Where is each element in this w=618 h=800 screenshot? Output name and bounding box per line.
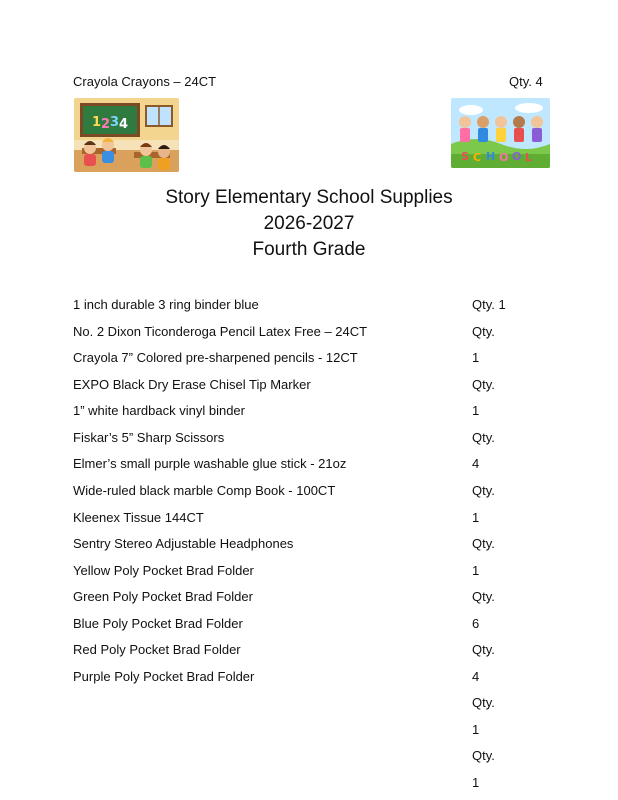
- grade-level: Fourth Grade: [252, 239, 366, 260]
- supply-item: Red Poly Pocket Brad Folder: [73, 642, 241, 657]
- supply-item: Green Poly Pocket Brad Folder: [73, 589, 253, 604]
- quantity-text: Qty.: [472, 324, 495, 339]
- supply-item: Wide-ruled black marble Comp Book - 100CT: [73, 483, 336, 498]
- svg-text:1: 1: [92, 115, 102, 130]
- supply-item: Sentry Stereo Adjustable Headphones: [73, 536, 294, 551]
- header-left-item: Crayola Crayons – 24CT: [73, 74, 217, 89]
- supply-item: Kleenex Tissue 144CT: [73, 510, 204, 525]
- supply-item: Crayola 7” Colored pre-sharpened pencils - 12CT: [73, 350, 358, 365]
- quantity-text: Qty.: [472, 430, 495, 445]
- supply-item: 1 inch durable 3 ring binder blue: [73, 297, 259, 312]
- classroom-kids-image: [74, 98, 179, 172]
- quantity-text: 4: [472, 669, 480, 684]
- quantity-text: Qty.: [472, 536, 495, 551]
- school-year: 2026-2027: [263, 213, 355, 234]
- quantity-text: Qty.: [472, 377, 495, 392]
- supply-item: No. 2 Dixon Ticonderoga Pencil Latex Free – 24CT: [73, 324, 368, 339]
- header-right-quantity: Qty. 4: [509, 74, 543, 89]
- quantity-text: 1: [472, 722, 480, 737]
- svg-text:3: 3: [110, 115, 120, 130]
- supply-item: Blue Poly Pocket Brad Folder: [73, 616, 243, 631]
- page-title: Story Elementary School Supplies: [165, 187, 453, 208]
- supply-item: Elmer’s small purple washable glue stick - 21oz: [73, 456, 347, 471]
- supply-item: Fiskar’s 5” Sharp Scissors: [73, 430, 225, 445]
- supply-item: 1” white hardback vinyl binder: [73, 403, 245, 418]
- quantity-text: 1: [472, 350, 480, 365]
- quantity-text: 6: [472, 616, 480, 631]
- svg-text:O: O: [512, 150, 522, 163]
- quantity-text: 1: [472, 775, 480, 790]
- svg-text:H: H: [486, 150, 496, 163]
- svg-text:4: 4: [119, 117, 129, 132]
- quantity-text: Qty. 1: [472, 297, 506, 312]
- supply-item: EXPO Black Dry Erase Chisel Tip Marker: [73, 377, 311, 392]
- svg-text:O: O: [499, 151, 509, 164]
- quantity-text: Qty.: [472, 483, 495, 498]
- quantity-text: 1: [472, 403, 480, 418]
- svg-text:C: C: [473, 151, 482, 164]
- quantity-text: 1: [472, 510, 480, 525]
- quantity-text: Qty.: [472, 589, 495, 604]
- svg-text:2: 2: [101, 117, 111, 132]
- supply-item: Purple Poly Pocket Brad Folder: [73, 669, 255, 684]
- quantity-text: Qty.: [472, 695, 495, 710]
- svg-text:S: S: [461, 150, 469, 163]
- school-kids-image: [451, 98, 550, 168]
- quantity-text: 1: [472, 563, 480, 578]
- quantity-text: 4: [472, 456, 480, 471]
- svg-text:L: L: [525, 151, 533, 164]
- supply-item: Yellow Poly Pocket Brad Folder: [73, 563, 254, 578]
- quantity-text: Qty.: [472, 642, 495, 657]
- quantity-text: Qty.: [472, 748, 495, 763]
